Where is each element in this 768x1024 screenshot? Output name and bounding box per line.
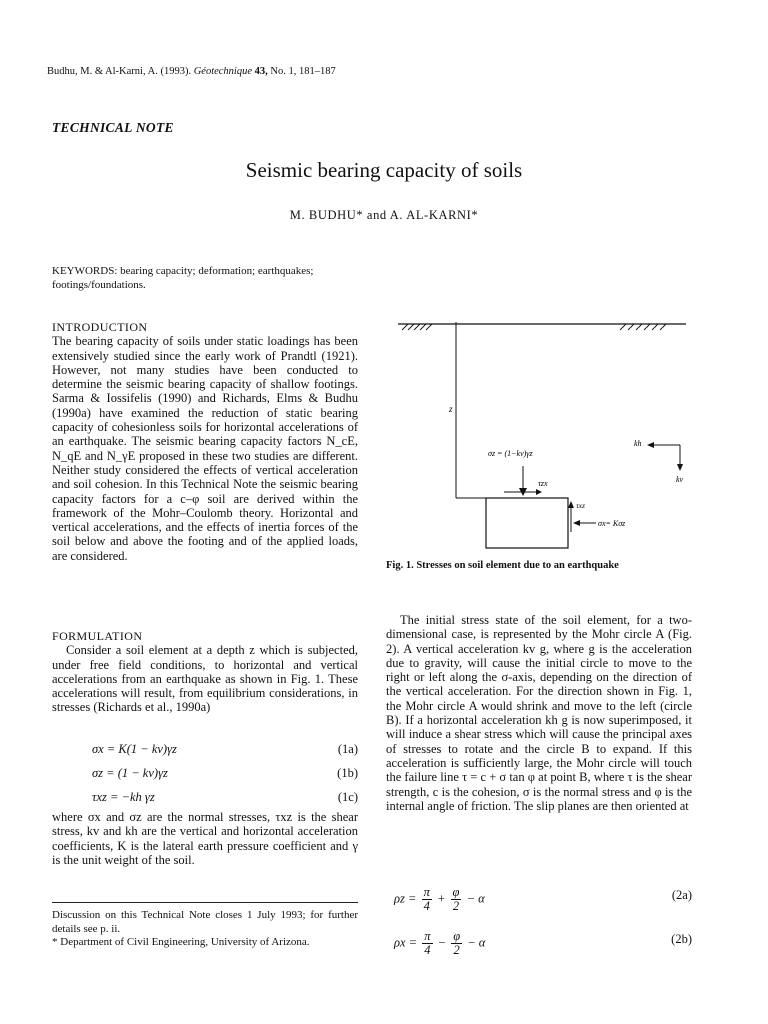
sigma-x-arrowhead bbox=[573, 520, 580, 526]
fraction-numerator: π bbox=[424, 929, 431, 943]
kh-arrowhead bbox=[647, 442, 654, 448]
ground-hatching-left bbox=[402, 324, 432, 330]
tau-xz-label: τxz bbox=[576, 501, 585, 510]
soil-element bbox=[486, 498, 568, 548]
sigma-x-label: σx= Kσz bbox=[598, 519, 626, 528]
section-label: TECHNICAL NOTE bbox=[52, 120, 174, 135]
equation-2b bbox=[386, 928, 692, 958]
equation-lhs: ρz = bbox=[394, 891, 417, 906]
tau-zx-label: τzx bbox=[538, 479, 548, 488]
kv-arrowhead bbox=[677, 464, 683, 471]
equation-1b bbox=[52, 766, 358, 786]
introduction-section bbox=[52, 320, 358, 563]
author-list: M. BUDHU* and A. AL-KARNI* bbox=[289, 208, 479, 222]
fraction-phi-2 bbox=[451, 930, 462, 957]
equation-1a bbox=[52, 742, 358, 762]
fraction-denominator: 4 bbox=[423, 899, 430, 913]
footnote-affiliation: * Department of Civil Engineering, University of Arizona. bbox=[52, 936, 310, 948]
equation-expression bbox=[394, 930, 485, 957]
citation-prefix: Budhu, M. & Al-Karni, A. (1993). bbox=[47, 66, 192, 77]
citation-line bbox=[47, 66, 336, 77]
fraction-pi-4 bbox=[422, 930, 432, 957]
formulation-heading: FORMULATION bbox=[52, 629, 143, 643]
tau-xz-arrowhead bbox=[568, 501, 574, 508]
equation-expression bbox=[394, 886, 485, 913]
equation-number: (1c) bbox=[337, 790, 358, 804]
keywords: KEYWORDS: bearing capacity; deformation; earthquakes; footings/foundations. bbox=[52, 265, 314, 291]
equation-2a bbox=[386, 884, 692, 914]
fraction-numerator: π bbox=[423, 885, 430, 899]
equation-expression: τxz = −kh γz bbox=[92, 790, 155, 804]
fraction-denominator: 2 bbox=[453, 943, 460, 957]
figure-1-diagram bbox=[380, 318, 692, 554]
fraction-phi-2 bbox=[451, 886, 462, 913]
mohr-circle-text bbox=[386, 613, 692, 813]
tau-zx-arrowhead bbox=[536, 489, 542, 495]
equation-1c bbox=[52, 790, 358, 810]
equation-tail: − α bbox=[467, 935, 486, 950]
kv-label: kv bbox=[676, 475, 684, 484]
fraction-numerator: φ bbox=[452, 885, 460, 899]
ground-hatching-right bbox=[620, 324, 666, 330]
equation-number: (2b) bbox=[671, 932, 692, 946]
right-column-text: The initial stress state of the soil element, for a two-dimensional case, is represented by the Mohr circle A (Fig. 2). A vertical acceleration kv g, where g is the acceleration due to gravity, will cause the initial circle to move to the right or left along the σ-axis, depending on the direction of the vertical acceleration. For the direction shown in Fig. 1, the Mohr circle A would shrink and move to the left (circle B). If a horizontal acceleration kh g is now superimposed, it will induce a shear stress which will cause the principal axes of stresses to rotate and the circle B to expand. If this acceleration is sufficiently large, the Mohr circle will touch the failure line τ = c + σ tan φ at point B, where τ is the shear strength, c is the cohesion, σ is the normal stress and φ is the internal angle of friction. The slip planes are then oriented at bbox=[386, 613, 692, 813]
fraction-numerator: φ bbox=[453, 929, 461, 943]
paper-title: Seismic bearing capacity of soils bbox=[245, 158, 523, 182]
footnote-discussion: Discussion on this Technical Note closes 1 July 1993; for further details see p. ii. bbox=[52, 909, 358, 935]
equation-number: (1a) bbox=[337, 742, 358, 756]
depth-label: z bbox=[449, 404, 453, 414]
figure-caption: Fig. 1. Stresses on soil element due to an earthquake bbox=[386, 560, 619, 571]
equation-operator: − bbox=[437, 935, 447, 950]
formulation-text: Consider a soil element at a depth z which is subjected, under free field conditions, to horizontal and vertical accelerations from an earthquake as shown in Fig. 1. These accelerations will result, from equilibrium considerations, in stresses (Richards et al., 1990a) bbox=[52, 643, 358, 715]
sigma-z-label: σz = (1−kv)γz bbox=[488, 449, 533, 458]
equation-expression: σx = K(1 − kv)γz bbox=[92, 742, 177, 756]
fraction-denominator: 2 bbox=[452, 899, 460, 913]
formulation-text-continued bbox=[52, 810, 358, 867]
equation-expression: σz = (1 − kv)γz bbox=[92, 766, 168, 780]
kh-label: kh bbox=[634, 439, 642, 448]
footnotes bbox=[52, 909, 358, 950]
equation-number: (2a) bbox=[671, 888, 692, 902]
formulation-section bbox=[52, 629, 358, 715]
footnote-rule bbox=[52, 902, 358, 903]
formulation-after-text: where σx and σz are the normal stresses, τxz is the shear stress, kv and kh are the vertical and horizontal acceleration coefficients, K is the lateral earth pressure coefficient and γ is the unit weight of the soil. bbox=[52, 810, 358, 867]
equation-tail: − α bbox=[466, 891, 485, 906]
citation-suffix: No. 1, 181–187 bbox=[270, 66, 336, 77]
equation-lhs: ρx = bbox=[394, 935, 418, 950]
fraction-pi-4 bbox=[422, 886, 432, 913]
introduction-heading: INTRODUCTION bbox=[52, 320, 148, 334]
equation-number: (1b) bbox=[337, 766, 358, 780]
fraction-denominator: 4 bbox=[424, 943, 431, 957]
equation-operator: + bbox=[436, 891, 446, 906]
introduction-text: The bearing capacity of soils under static loadings has been extensively studied since the early work of Prandtl (1921). However, not many studies have been conducted to determine the seismic bearing capacity of shallow footings. Sarma & Iossifelis (1990) and Richards, Elms & Budhu (1990a) have examined the reduction of static bearing capacity of cohesionless soils for horizontal accelerations of an earthquake. The seismic bearing capacity factors N_cE, N_qE and N_γE proposed in these two studies are different. Neither study considered the effects of vertical acceleration and soil cohesion. In this Technical Note the seismic bearing capacity factors for a c–φ soil are derived within the framework of the Mohr–Coulomb theory. Horizontal and vertical accelerations, and the effects of inertia forces of the soil below and above the footing and of the applied loads, are considered. bbox=[52, 334, 358, 563]
journal-volume: 43, bbox=[254, 66, 268, 77]
journal-name: Géotechnique bbox=[193, 66, 253, 77]
